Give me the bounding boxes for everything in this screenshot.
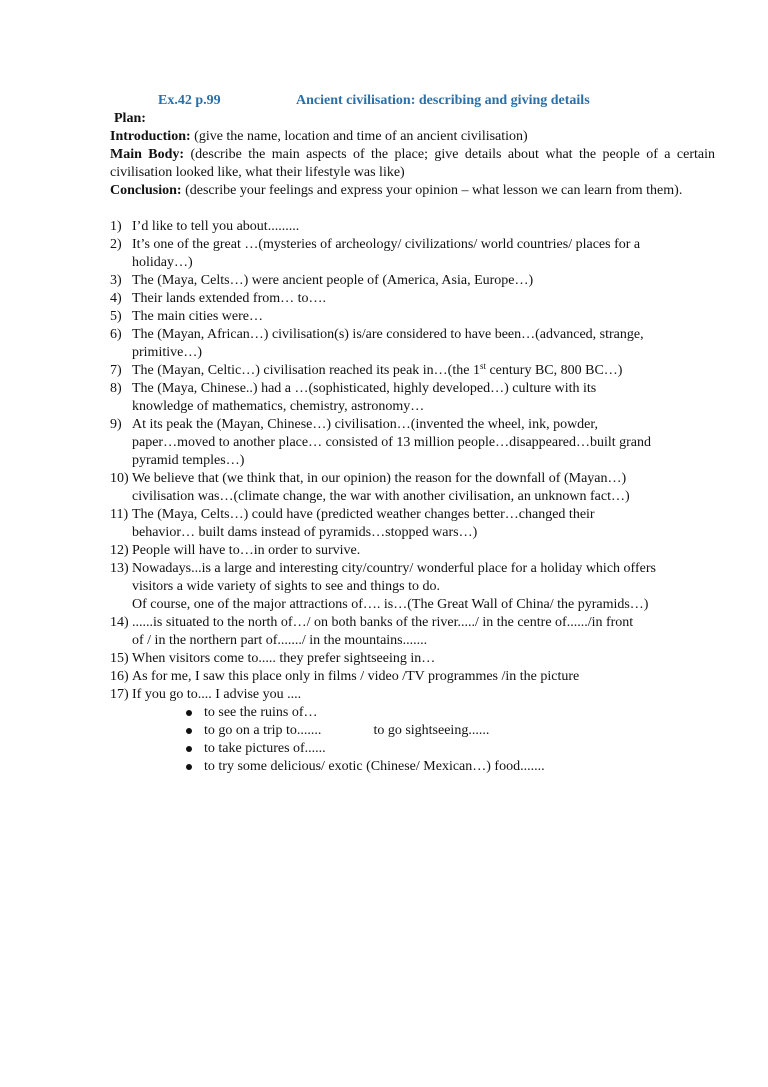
list-item-line: paper…moved to another place… consisted of 13 million people…disappeared…built grand xyxy=(132,435,652,450)
list-item-number: 15) xyxy=(110,651,129,666)
bullet-dot-icon xyxy=(186,746,192,752)
list-item-line: The (Maya, Chinese..) had a …(sophisticated, highly developed…) culture with its xyxy=(132,381,597,396)
list-item xyxy=(110,416,715,470)
list-item-line: People will have to…in order to survive. xyxy=(132,543,361,558)
list-item xyxy=(110,362,715,380)
list-item-line: primitive…) xyxy=(132,345,202,360)
bullet-dot-icon xyxy=(186,764,192,770)
main-body-label: Main Body: xyxy=(110,147,185,162)
main-body-text: (describe the main aspects of the place; give details about what the people of a certain civilisation looked like, what their lifestyle was like) xyxy=(110,147,715,180)
list-item-number: 11) xyxy=(110,507,129,522)
list-item-number: 6) xyxy=(110,327,122,342)
list-item-line: As for me, I saw this place only in films / video /TV programmes /in the picture xyxy=(132,669,580,684)
list-item-text: century BC, 800 BC…) xyxy=(485,363,623,378)
list-item-line: ......is situated to the north of…/ on both banks of the river...../ in the centre of....../in front xyxy=(132,615,634,630)
list-item-line: pyramid temples…) xyxy=(132,453,245,468)
list-item-line: We believe that (we think that, in our opinion) the reason for the downfall of (Mayan…) xyxy=(132,471,627,486)
bullet-item xyxy=(182,758,715,776)
introduction-paragraph xyxy=(110,128,715,146)
bullet-text: to try some delicious/ exotic (Chinese/ Mexican…) food....... xyxy=(204,759,545,774)
introduction-label: Introduction: xyxy=(110,129,191,144)
list-item-line: visitors a wide variety of sights to see and things to do. xyxy=(132,579,440,594)
list-item-number: 5) xyxy=(110,309,122,324)
list-item xyxy=(110,668,715,686)
list-item-number: 2) xyxy=(110,237,122,252)
list-item-line: I’d like to tell you about......... xyxy=(132,219,300,234)
list-item-number: 16) xyxy=(110,669,129,684)
list-item-line: Of course, one of the major attractions of…. is…(The Great Wall of China/ the pyramids…) xyxy=(132,597,649,612)
list-item-number: 4) xyxy=(110,291,122,306)
list-item-line: When visitors come to..... they prefer sightseeing in… xyxy=(132,651,436,666)
main-body-paragraph xyxy=(110,146,715,182)
list-item-line: civilisation was…(climate change, the war with another civilisation, an unknown fact…) xyxy=(132,489,630,504)
plan-label: Plan: xyxy=(114,111,146,126)
header xyxy=(110,92,715,110)
superscript: st xyxy=(479,361,486,371)
conclusion-paragraph xyxy=(110,182,715,200)
list-item-line: It’s one of the great …(mysteries of archeology/ civilizations/ world countries/ places for a xyxy=(132,237,641,252)
bullet-dot-icon xyxy=(186,710,192,716)
advice-bullet-list xyxy=(110,704,715,776)
list-item-line: If you go to.... I advise you .... xyxy=(132,687,302,702)
list-item-line: holiday…) xyxy=(132,255,193,270)
list-item-line: At its peak the (Mayan, Chinese…) civilisation…(invented the wheel, ink, powder, xyxy=(132,417,598,432)
list-item xyxy=(110,272,715,290)
list-item-line: The (Maya, Celts…) could have (predicted weather changes better…changed their xyxy=(132,507,595,522)
list-item-number: 10) xyxy=(110,471,129,486)
list-item xyxy=(110,470,715,506)
list-item-number: 12) xyxy=(110,543,129,558)
list-item-line: Nowadays...is a large and interesting city/country/ wonderful place for a holiday which offers xyxy=(132,561,656,576)
list-item-text: The (Mayan, Celtic…) civilisation reached its peak in…(the 1 xyxy=(132,363,480,378)
list-item xyxy=(110,560,715,614)
list-item-number: 17) xyxy=(110,687,129,702)
list-item xyxy=(110,290,715,308)
list-item xyxy=(110,614,715,650)
bullet-item xyxy=(182,722,715,740)
list-item xyxy=(110,380,715,416)
list-item-number: 7) xyxy=(110,363,122,378)
list-item-number: 3) xyxy=(110,273,122,288)
document-page xyxy=(110,92,715,776)
list-item xyxy=(110,686,715,704)
list-item-line: Their lands extended from… to…. xyxy=(132,291,327,306)
list-item-line: behavior… built dams instead of pyramids…stopped wars…) xyxy=(132,525,478,540)
list-item-number: 9) xyxy=(110,417,122,432)
list-item xyxy=(110,236,715,272)
bullet-dot-icon xyxy=(186,728,192,734)
list-item-line: of / in the northern part of......./ in the mountains....... xyxy=(132,633,428,648)
list-item-line: The main cities were… xyxy=(132,309,264,324)
list-item xyxy=(110,650,715,668)
list-item xyxy=(110,542,715,560)
introduction-text: (give the name, location and time of an ancient civilisation) xyxy=(190,129,528,144)
conclusion-text: (describe your feelings and express your opinion – what lesson we can learn from them). xyxy=(181,183,683,198)
bullet-extra-text: to go sightseeing...... xyxy=(373,723,490,738)
list-item-number: 8) xyxy=(110,381,122,396)
list-item-line xyxy=(132,362,715,380)
list-item-number: 1) xyxy=(110,219,122,234)
bullet-item xyxy=(182,704,715,722)
exercise-ref: Ex.42 p.99 xyxy=(158,93,221,108)
list-item-number: 13) xyxy=(110,561,129,576)
conclusion-label: Conclusion: xyxy=(110,183,182,198)
bullet-text: to go on a trip to....... xyxy=(204,723,322,738)
list-item-line: knowledge of mathematics, chemistry, astronomy… xyxy=(132,399,425,414)
document-title: Ancient civilisation: describing and giving details xyxy=(296,93,590,108)
list-item xyxy=(110,308,715,326)
phrase-list xyxy=(110,218,715,704)
list-item xyxy=(110,506,715,542)
list-item xyxy=(110,218,715,236)
list-item-line: The (Maya, Celts…) were ancient people of (America, Asia, Europe…) xyxy=(132,273,534,288)
list-item-line: The (Mayan, African…) civilisation(s) is/are considered to have been…(advanced, strange, xyxy=(132,327,644,342)
list-item xyxy=(110,326,715,362)
list-item-number: 14) xyxy=(110,615,129,630)
bullet-text: to see the ruins of… xyxy=(204,705,318,720)
bullet-item xyxy=(182,740,715,758)
bullet-text: to take pictures of...... xyxy=(204,741,326,756)
